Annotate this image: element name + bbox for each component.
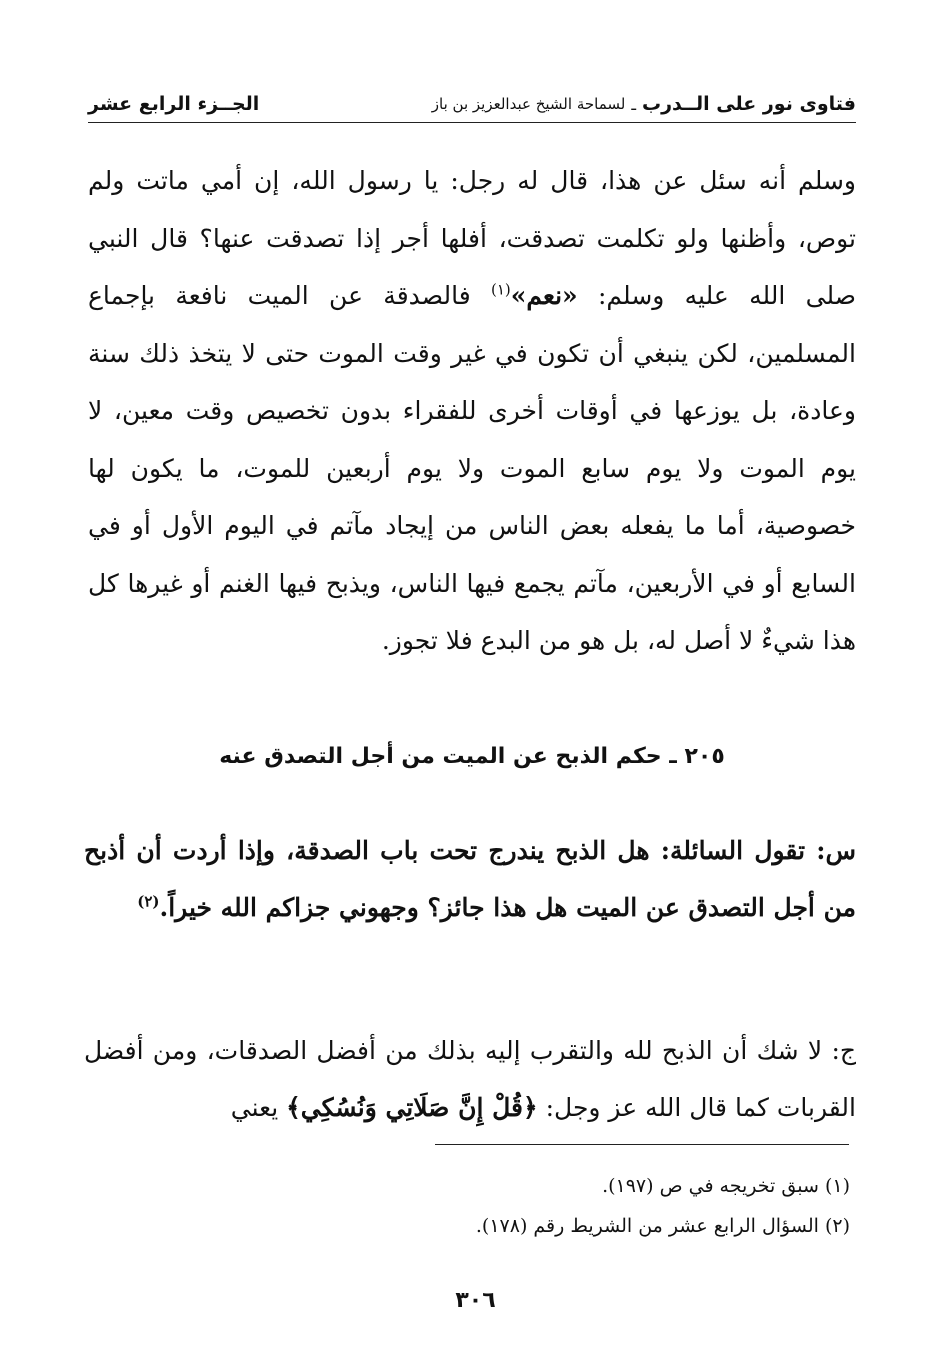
- footnote-number: (١): [824, 1175, 850, 1197]
- body-text-part2: فالصدقة عن الميت نافعة بإجماع المسلمين، لكن ينبغي أن تكون في غير وقت الموت حتى لا يتخذ ذلك سنة وعادة، بل يوزعها في أوقات أخرى للفقراء بدون تخصيص وقت معين، لا يوم الموت ولا يوم سابع الموت ولا يوم أربعين للموت، ما يكون لها خصوصية، أما ما يفعله بعض الناس من إيجاد مآتم في اليوم الأول أو في السابع أو في الأربعين، مآتم يجمع فيها الناس، ويذبح فيها الغنم أو غيرها كل هذا شيءٌ لا أصل له، بل هو من البدع فلا تجوز.: [88, 281, 856, 655]
- header-title-group: [432, 93, 856, 115]
- question-label: س:: [816, 836, 856, 865]
- footnote-ref-1: (١): [490, 280, 511, 299]
- author-name: لسماحة الشيخ عبدالعزيز بن باز: [431, 95, 626, 113]
- footnote-separator: [435, 1144, 849, 1145]
- hadith-quote: «نعم»: [510, 281, 578, 310]
- footnote-number: (٢): [824, 1215, 850, 1237]
- body-text-part1: وسلم أنه سئل عن هذا، قال له رجل: يا رسول الله، إن أمي ماتت ولم توص، وأظنها ولو تكلمت تصدقت، أفلها أجر إذا تصدقت عنها؟ قال النبي صلى الله عليه وسلم:: [88, 166, 856, 310]
- continued-paragraph: [88, 152, 856, 670]
- volume-label: الجــزء الرابع عشر: [88, 93, 260, 115]
- footnote-item: [88, 1206, 850, 1246]
- answer-text: لا شك أن الذبح لله والتقرب إليه بذلك من أفضل الصدقات، ومن أفضل القربات كما قال الله عز وجل:: [84, 1036, 856, 1122]
- answer-label: ج:: [831, 1036, 856, 1065]
- body-paragraph: [88, 152, 856, 670]
- section-heading: ٢٠٥ ـ حكم الذبح عن الميت من أجل التصدق عنه: [219, 744, 725, 769]
- running-header: [88, 86, 856, 123]
- footnote-item: [88, 1166, 850, 1206]
- footnote-ref-2: (٢): [137, 892, 160, 911]
- footnotes: [88, 1166, 850, 1246]
- book-title: فتاوى نور على الــدرب: [642, 93, 856, 115]
- answer-after-verse: يعني: [230, 1093, 287, 1122]
- page-number: ٣٠٦: [455, 1288, 496, 1313]
- question-text: تقول السائلة: هل الذبح يندرج تحت باب الصدقة، وإذا أردت أن أذبح من أجل التصدق عن الميت هل هذا جائز؟ وجهوني جزاكم الله خيراً.: [84, 836, 856, 922]
- footnote-text: السؤال الرابع عشر من الشريط رقم (١٧٨).: [475, 1215, 819, 1237]
- question-block: [84, 822, 856, 936]
- header-dash: ـ: [631, 94, 637, 114]
- footnote-text: سبق تخريجه في ص (١٩٧).: [602, 1175, 819, 1197]
- quran-verse: ﴿قُلْ إِنَّ صَلَاتِي وَنُسُكِي﴾: [286, 1093, 538, 1122]
- answer-block: [84, 1022, 856, 1136]
